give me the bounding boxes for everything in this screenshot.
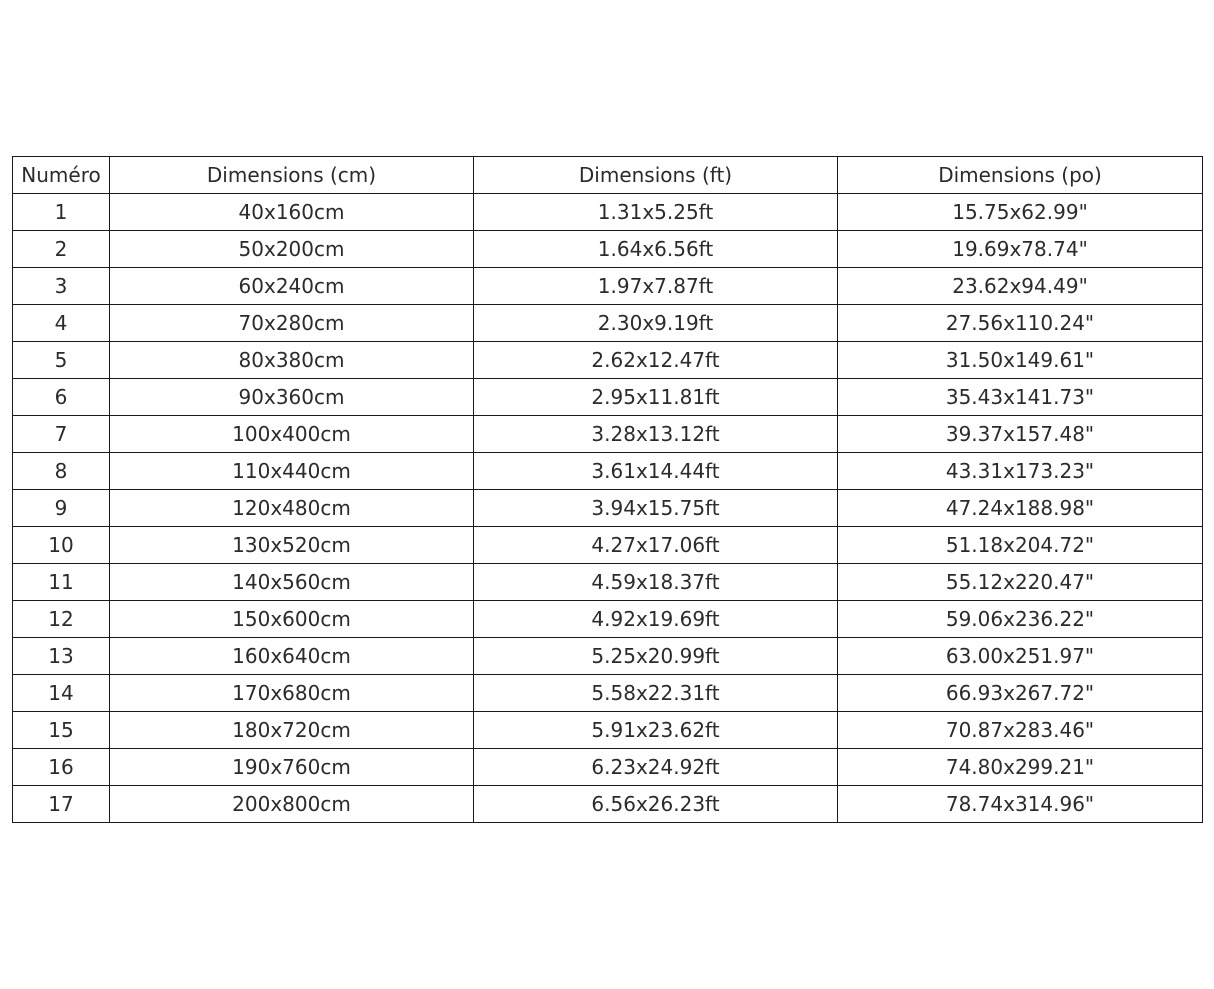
cell-dimensions-cm: 80x380cm bbox=[110, 342, 474, 379]
cell-dimensions-po: 59.06x236.22" bbox=[838, 601, 1203, 638]
cell-dimensions-po: 15.75x62.99" bbox=[838, 194, 1203, 231]
cell-dimensions-po: 51.18x204.72" bbox=[838, 527, 1203, 564]
cell-dimensions-ft: 5.58x22.31ft bbox=[474, 675, 838, 712]
cell-dimensions-ft: 4.92x19.69ft bbox=[474, 601, 838, 638]
cell-dimensions-ft: 1.64x6.56ft bbox=[474, 231, 838, 268]
cell-dimensions-ft: 5.91x23.62ft bbox=[474, 712, 838, 749]
table-row bbox=[13, 453, 1203, 490]
table-row bbox=[13, 379, 1203, 416]
cell-dimensions-ft: 3.94x15.75ft bbox=[474, 490, 838, 527]
cell-dimensions-ft: 2.30x9.19ft bbox=[474, 305, 838, 342]
cell-dimensions-ft: 3.28x13.12ft bbox=[474, 416, 838, 453]
cell-number: 6 bbox=[13, 379, 110, 416]
cell-number: 17 bbox=[13, 786, 110, 823]
cell-dimensions-po: 63.00x251.97" bbox=[838, 638, 1203, 675]
cell-number: 3 bbox=[13, 268, 110, 305]
cell-dimensions-ft: 1.31x5.25ft bbox=[474, 194, 838, 231]
cell-number: 5 bbox=[13, 342, 110, 379]
table-header bbox=[13, 157, 1203, 194]
cell-dimensions-cm: 140x560cm bbox=[110, 564, 474, 601]
table-row bbox=[13, 268, 1203, 305]
cell-dimensions-po: 66.93x267.72" bbox=[838, 675, 1203, 712]
table-row bbox=[13, 712, 1203, 749]
table-row bbox=[13, 194, 1203, 231]
cell-number: 14 bbox=[13, 675, 110, 712]
cell-dimensions-cm: 200x800cm bbox=[110, 786, 474, 823]
cell-dimensions-po: 23.62x94.49" bbox=[838, 268, 1203, 305]
cell-dimensions-po: 55.12x220.47" bbox=[838, 564, 1203, 601]
cell-dimensions-cm: 120x480cm bbox=[110, 490, 474, 527]
header-row bbox=[13, 157, 1203, 194]
cell-number: 7 bbox=[13, 416, 110, 453]
cell-dimensions-ft: 3.61x14.44ft bbox=[474, 453, 838, 490]
cell-dimensions-po: 43.31x173.23" bbox=[838, 453, 1203, 490]
cell-number: 11 bbox=[13, 564, 110, 601]
cell-number: 12 bbox=[13, 601, 110, 638]
cell-dimensions-cm: 160x640cm bbox=[110, 638, 474, 675]
header-dimensions-cm: Dimensions (cm) bbox=[110, 157, 474, 194]
cell-dimensions-cm: 180x720cm bbox=[110, 712, 474, 749]
table-row bbox=[13, 638, 1203, 675]
cell-dimensions-po: 70.87x283.46" bbox=[838, 712, 1203, 749]
table-row bbox=[13, 527, 1203, 564]
cell-dimensions-cm: 110x440cm bbox=[110, 453, 474, 490]
cell-dimensions-po: 47.24x188.98" bbox=[838, 490, 1203, 527]
cell-dimensions-po: 19.69x78.74" bbox=[838, 231, 1203, 268]
table-row bbox=[13, 231, 1203, 268]
cell-dimensions-cm: 150x600cm bbox=[110, 601, 474, 638]
table-row bbox=[13, 305, 1203, 342]
table-row bbox=[13, 675, 1203, 712]
cell-dimensions-cm: 190x760cm bbox=[110, 749, 474, 786]
cell-dimensions-po: 27.56x110.24" bbox=[838, 305, 1203, 342]
cell-dimensions-po: 31.50x149.61" bbox=[838, 342, 1203, 379]
cell-number: 1 bbox=[13, 194, 110, 231]
cell-number: 16 bbox=[13, 749, 110, 786]
table-row bbox=[13, 416, 1203, 453]
cell-dimensions-ft: 6.23x24.92ft bbox=[474, 749, 838, 786]
table-row bbox=[13, 564, 1203, 601]
table-row bbox=[13, 601, 1203, 638]
cell-number: 8 bbox=[13, 453, 110, 490]
cell-dimensions-cm: 50x200cm bbox=[110, 231, 474, 268]
header-number: Numéro bbox=[13, 157, 110, 194]
cell-dimensions-ft: 4.27x17.06ft bbox=[474, 527, 838, 564]
cell-dimensions-po: 78.74x314.96" bbox=[838, 786, 1203, 823]
size-table bbox=[12, 156, 1203, 823]
cell-dimensions-cm: 90x360cm bbox=[110, 379, 474, 416]
cell-number: 13 bbox=[13, 638, 110, 675]
cell-dimensions-cm: 130x520cm bbox=[110, 527, 474, 564]
cell-number: 4 bbox=[13, 305, 110, 342]
cell-dimensions-po: 35.43x141.73" bbox=[838, 379, 1203, 416]
cell-dimensions-cm: 40x160cm bbox=[110, 194, 474, 231]
table-row bbox=[13, 342, 1203, 379]
table-body bbox=[13, 194, 1203, 823]
cell-dimensions-ft: 2.62x12.47ft bbox=[474, 342, 838, 379]
table-row bbox=[13, 786, 1203, 823]
cell-number: 2 bbox=[13, 231, 110, 268]
cell-dimensions-po: 39.37x157.48" bbox=[838, 416, 1203, 453]
cell-dimensions-ft: 4.59x18.37ft bbox=[474, 564, 838, 601]
table-row bbox=[13, 490, 1203, 527]
table-row bbox=[13, 749, 1203, 786]
cell-dimensions-ft: 1.97x7.87ft bbox=[474, 268, 838, 305]
cell-number: 10 bbox=[13, 527, 110, 564]
cell-number: 9 bbox=[13, 490, 110, 527]
cell-dimensions-cm: 170x680cm bbox=[110, 675, 474, 712]
cell-number: 15 bbox=[13, 712, 110, 749]
cell-dimensions-ft: 6.56x26.23ft bbox=[474, 786, 838, 823]
cell-dimensions-ft: 2.95x11.81ft bbox=[474, 379, 838, 416]
header-dimensions-ft: Dimensions (ft) bbox=[474, 157, 838, 194]
cell-dimensions-cm: 100x400cm bbox=[110, 416, 474, 453]
cell-dimensions-ft: 5.25x20.99ft bbox=[474, 638, 838, 675]
cell-dimensions-po: 74.80x299.21" bbox=[838, 749, 1203, 786]
cell-dimensions-cm: 70x280cm bbox=[110, 305, 474, 342]
cell-dimensions-cm: 60x240cm bbox=[110, 268, 474, 305]
header-dimensions-po: Dimensions (po) bbox=[838, 157, 1203, 194]
